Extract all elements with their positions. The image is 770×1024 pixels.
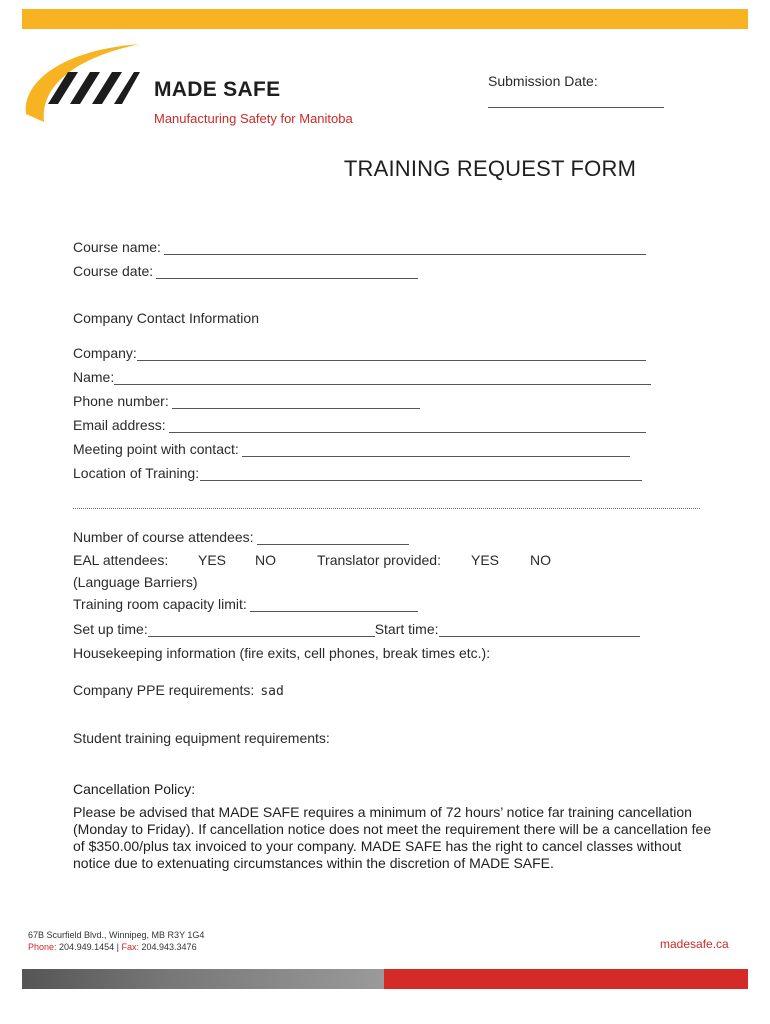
form-title: TRAINING REQUEST FORM bbox=[343, 156, 637, 181]
email-label: Email address: bbox=[73, 417, 166, 433]
company-field[interactable] bbox=[137, 346, 646, 361]
contact-heading: Company Contact Information bbox=[73, 310, 259, 326]
email-row bbox=[73, 417, 646, 433]
brand-tagline: Manufacturing Safety for Manitoba bbox=[154, 111, 353, 126]
translator-label: Translator provided: bbox=[317, 552, 441, 568]
bottom-bar-red bbox=[384, 969, 748, 989]
ppe-row bbox=[73, 682, 284, 699]
made-safe-logo bbox=[22, 42, 422, 142]
brand-name: MADE SAFE bbox=[154, 78, 281, 101]
logo-swoosh-icon bbox=[22, 42, 152, 142]
ppe-value[interactable]: sad bbox=[260, 684, 284, 699]
submission-date-label: Submission Date: bbox=[488, 73, 598, 89]
footer-fax-label: Fax: bbox=[121, 942, 139, 952]
footer-phone: 204.949.1454 bbox=[59, 942, 115, 952]
attendees-label: Number of course attendees: bbox=[73, 529, 254, 545]
company-label: Company: bbox=[73, 345, 137, 361]
top-accent-bar bbox=[22, 9, 748, 29]
attendees-field[interactable] bbox=[257, 530, 409, 545]
name-row bbox=[73, 369, 651, 385]
footer-website: madesafe.ca bbox=[660, 937, 729, 951]
name-field[interactable] bbox=[114, 370, 651, 385]
course-name-row bbox=[73, 239, 646, 255]
capacity-row bbox=[73, 596, 418, 612]
phone-row bbox=[73, 393, 420, 409]
footer-separator: | bbox=[116, 942, 119, 952]
eal-label: EAL attendees: bbox=[73, 552, 169, 568]
section-divider bbox=[73, 508, 700, 509]
meeting-point-row bbox=[73, 441, 630, 457]
footer-address: 67B Scurfield Blvd., Winnipeg, MB R3Y 1G4 bbox=[28, 930, 205, 940]
meeting-point-label: Meeting point with contact: bbox=[73, 441, 239, 457]
course-date-field[interactable] bbox=[156, 264, 418, 279]
start-time-field[interactable] bbox=[439, 622, 640, 637]
setup-time-label: Set up time: bbox=[73, 621, 148, 637]
phone-label: Phone number: bbox=[73, 393, 169, 409]
translator-yes-option[interactable]: YES bbox=[471, 552, 500, 568]
name-label: Name: bbox=[73, 369, 115, 385]
cancellation-policy-text: Please be advised that MADE SAFE requires a minimum of 72 hours’ notice far training cancellation (Monday to Friday). If cancellation notice does not meet the requirement there will be a cancellation fee of $350.00/plus tax invoiced to your company. MADE SAFE has the right to cancel classes without notice due to extenuating circumstances within the discretion of MADE SAFE. bbox=[73, 804, 712, 871]
equipment-label: Student training equipment requirements: bbox=[73, 730, 330, 746]
phone-field[interactable] bbox=[172, 394, 420, 409]
footer-fax: 204.943.3476 bbox=[141, 942, 197, 952]
setup-time-field[interactable] bbox=[148, 622, 375, 637]
eal-yes-option[interactable]: YES bbox=[198, 552, 227, 568]
attendees-row bbox=[73, 529, 409, 545]
footer-contact-numbers bbox=[28, 942, 197, 952]
footer-phone-label: Phone: bbox=[28, 942, 57, 952]
capacity-field[interactable] bbox=[250, 597, 418, 612]
meeting-point-field[interactable] bbox=[242, 442, 630, 457]
submission-date-field[interactable] bbox=[488, 107, 664, 108]
location-row bbox=[73, 465, 642, 481]
time-row bbox=[73, 621, 640, 637]
start-time-label: Start time: bbox=[374, 621, 439, 637]
email-field[interactable] bbox=[169, 418, 646, 433]
location-label: Location of Training: bbox=[73, 465, 200, 481]
housekeeping-label: Housekeeping information (fire exits, cell phones, break times etc.): bbox=[73, 645, 491, 661]
language-barriers-note: (Language Barriers) bbox=[73, 574, 198, 590]
bottom-bar-gray bbox=[22, 969, 384, 989]
capacity-label: Training room capacity limit: bbox=[73, 596, 247, 612]
course-date-label: Course date: bbox=[73, 263, 154, 279]
course-name-label: Course name: bbox=[73, 239, 161, 255]
eal-no-option[interactable]: NO bbox=[255, 552, 276, 568]
course-name-field[interactable] bbox=[164, 240, 646, 255]
company-row bbox=[73, 345, 646, 361]
cancellation-policy-heading: Cancellation Policy: bbox=[73, 781, 196, 797]
ppe-label: Company PPE requirements: bbox=[73, 682, 255, 698]
location-field[interactable] bbox=[200, 466, 642, 481]
translator-no-option[interactable]: NO bbox=[530, 552, 551, 568]
course-date-row bbox=[73, 263, 418, 279]
